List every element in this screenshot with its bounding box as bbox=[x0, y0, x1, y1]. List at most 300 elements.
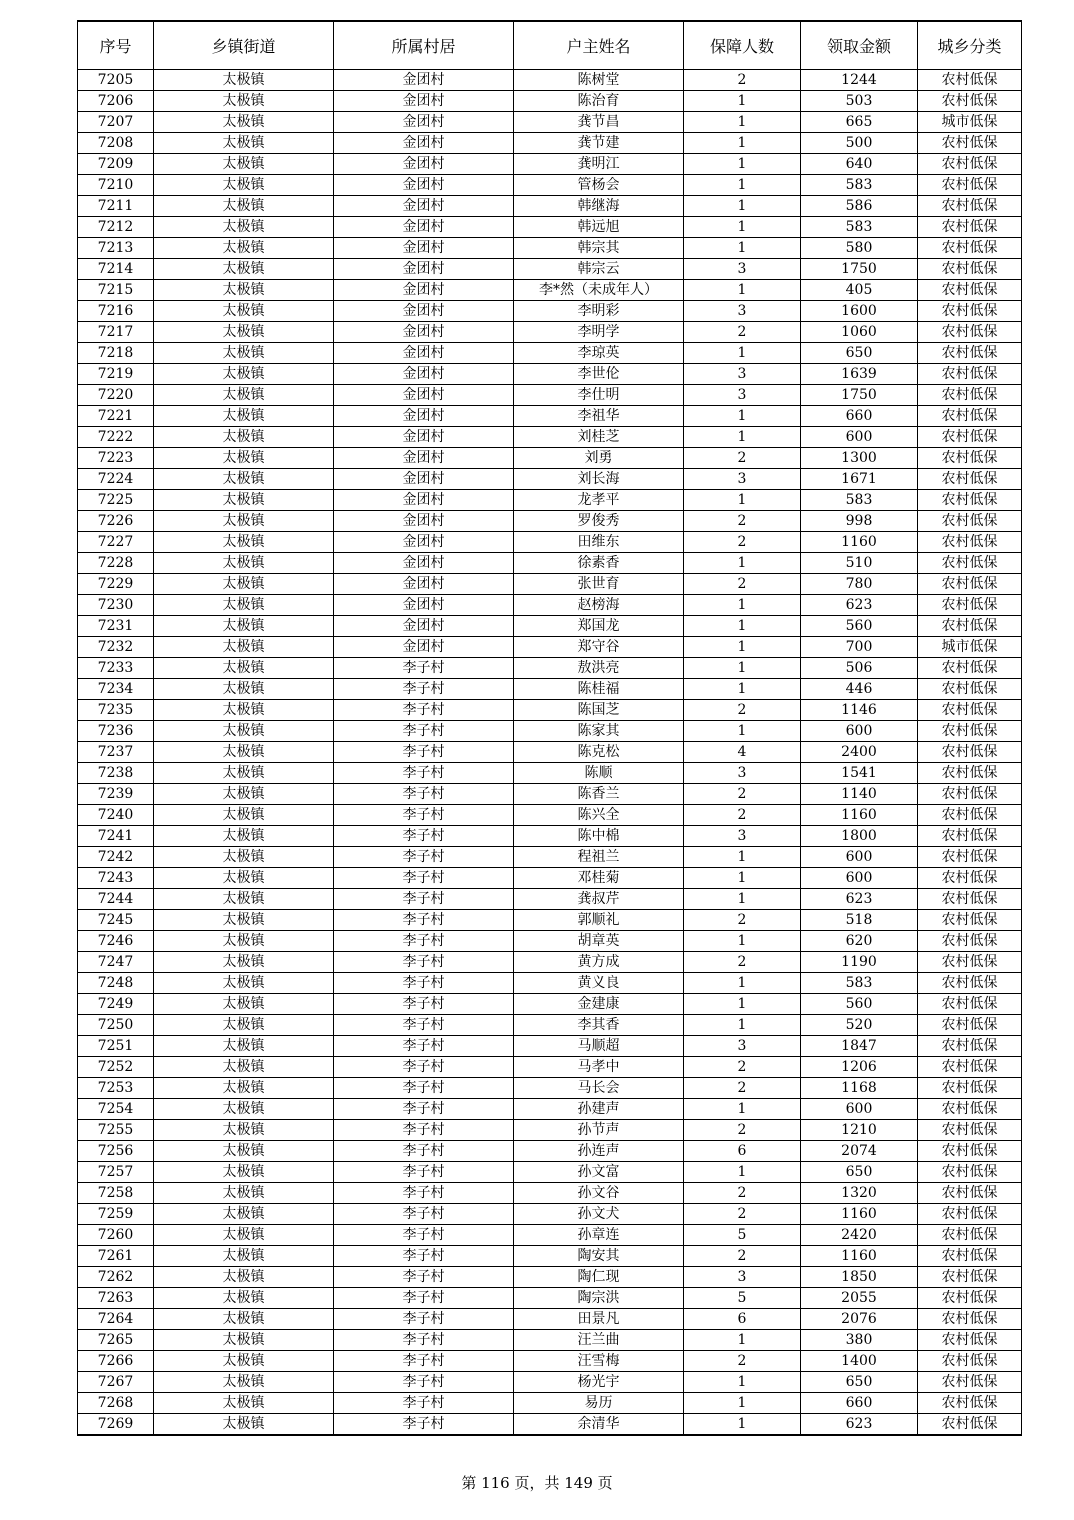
cell-serial: 7264 bbox=[78, 1309, 154, 1330]
cell-category: 农村低保 bbox=[918, 133, 1022, 154]
cell-serial: 7222 bbox=[78, 427, 154, 448]
table-row bbox=[78, 91, 1022, 112]
cell-amount: 446 bbox=[801, 679, 918, 700]
cell-serial: 7259 bbox=[78, 1204, 154, 1225]
table-row bbox=[78, 532, 1022, 553]
cell-amount: 1320 bbox=[801, 1183, 918, 1204]
cell-township: 太极镇 bbox=[154, 154, 334, 175]
table-row bbox=[78, 1414, 1022, 1436]
cell-township: 太极镇 bbox=[154, 1141, 334, 1162]
cell-township: 太极镇 bbox=[154, 280, 334, 301]
cell-village: 李子村 bbox=[334, 1225, 514, 1246]
cell-covered-persons: 2 bbox=[684, 700, 801, 721]
cell-serial: 7237 bbox=[78, 742, 154, 763]
cell-village: 金团村 bbox=[334, 154, 514, 175]
cell-serial: 7261 bbox=[78, 1246, 154, 1267]
cell-township: 太极镇 bbox=[154, 532, 334, 553]
cell-serial: 7206 bbox=[78, 91, 154, 112]
cell-village: 金团村 bbox=[334, 112, 514, 133]
cell-covered-persons: 1 bbox=[684, 1393, 801, 1414]
cell-category: 农村低保 bbox=[918, 343, 1022, 364]
cell-amount: 600 bbox=[801, 721, 918, 742]
cell-serial: 7258 bbox=[78, 1183, 154, 1204]
cell-category: 农村低保 bbox=[918, 742, 1022, 763]
cell-township: 太极镇 bbox=[154, 637, 334, 658]
cell-township: 太极镇 bbox=[154, 805, 334, 826]
cell-serial: 7207 bbox=[78, 112, 154, 133]
cell-category: 农村低保 bbox=[918, 301, 1022, 322]
cell-township: 太极镇 bbox=[154, 469, 334, 490]
table-row bbox=[78, 364, 1022, 385]
cell-township: 太极镇 bbox=[154, 175, 334, 196]
cell-category: 农村低保 bbox=[918, 721, 1022, 742]
cell-township: 太极镇 bbox=[154, 1204, 334, 1225]
cell-serial: 7210 bbox=[78, 175, 154, 196]
cell-village: 金团村 bbox=[334, 469, 514, 490]
cell-category: 农村低保 bbox=[918, 364, 1022, 385]
cell-householder: 韩宗其 bbox=[514, 238, 684, 259]
cell-amount: 1060 bbox=[801, 322, 918, 343]
table-row bbox=[78, 1225, 1022, 1246]
cell-covered-persons: 2 bbox=[684, 1246, 801, 1267]
cell-township: 太极镇 bbox=[154, 196, 334, 217]
cell-village: 李子村 bbox=[334, 805, 514, 826]
cell-village: 李子村 bbox=[334, 1204, 514, 1225]
cell-village: 李子村 bbox=[334, 679, 514, 700]
cell-covered-persons: 3 bbox=[684, 364, 801, 385]
cell-township: 太极镇 bbox=[154, 910, 334, 931]
cell-amount: 1190 bbox=[801, 952, 918, 973]
cell-householder: 胡章英 bbox=[514, 931, 684, 952]
cell-serial: 7209 bbox=[78, 154, 154, 175]
cell-township: 太极镇 bbox=[154, 385, 334, 406]
cell-category: 农村低保 bbox=[918, 532, 1022, 553]
cell-householder: 陈兴全 bbox=[514, 805, 684, 826]
cell-amount: 1160 bbox=[801, 532, 918, 553]
cell-category: 农村低保 bbox=[918, 259, 1022, 280]
cell-village: 李子村 bbox=[334, 973, 514, 994]
cell-category: 农村低保 bbox=[918, 91, 1022, 112]
cell-township: 太极镇 bbox=[154, 1351, 334, 1372]
cell-serial: 7250 bbox=[78, 1015, 154, 1036]
header-village: 所属村居 bbox=[334, 21, 514, 70]
cell-serial: 7265 bbox=[78, 1330, 154, 1351]
cell-amount: 506 bbox=[801, 658, 918, 679]
table-row bbox=[78, 1078, 1022, 1099]
cell-category: 农村低保 bbox=[918, 1309, 1022, 1330]
cell-village: 金团村 bbox=[334, 133, 514, 154]
cell-householder: 金建康 bbox=[514, 994, 684, 1015]
cell-householder: 刘长海 bbox=[514, 469, 684, 490]
cell-village: 李子村 bbox=[334, 868, 514, 889]
cell-village: 金团村 bbox=[334, 406, 514, 427]
cell-category: 农村低保 bbox=[918, 784, 1022, 805]
cell-amount: 586 bbox=[801, 196, 918, 217]
cell-township: 太极镇 bbox=[154, 868, 334, 889]
cell-category: 农村低保 bbox=[918, 70, 1022, 91]
cell-township: 太极镇 bbox=[154, 217, 334, 238]
cell-householder: 汪兰曲 bbox=[514, 1330, 684, 1351]
cell-covered-persons: 1 bbox=[684, 658, 801, 679]
cell-village: 李子村 bbox=[334, 1246, 514, 1267]
cell-householder: 李明彩 bbox=[514, 301, 684, 322]
cell-amount: 380 bbox=[801, 1330, 918, 1351]
table-row bbox=[78, 448, 1022, 469]
cell-village: 李子村 bbox=[334, 1393, 514, 1414]
cell-householder: 陈治育 bbox=[514, 91, 684, 112]
cell-category: 农村低保 bbox=[918, 763, 1022, 784]
cell-township: 太极镇 bbox=[154, 1057, 334, 1078]
cell-village: 金团村 bbox=[334, 280, 514, 301]
cell-township: 太极镇 bbox=[154, 679, 334, 700]
cell-covered-persons: 2 bbox=[684, 574, 801, 595]
cell-covered-persons: 1 bbox=[684, 847, 801, 868]
cell-village: 金团村 bbox=[334, 301, 514, 322]
cell-township: 太极镇 bbox=[154, 301, 334, 322]
cell-township: 太极镇 bbox=[154, 133, 334, 154]
cell-householder: 邓桂菊 bbox=[514, 868, 684, 889]
cell-category: 农村低保 bbox=[918, 511, 1022, 532]
cell-householder: 陈克松 bbox=[514, 742, 684, 763]
cell-amount: 623 bbox=[801, 889, 918, 910]
cell-township: 太极镇 bbox=[154, 112, 334, 133]
cell-township: 太极镇 bbox=[154, 763, 334, 784]
cell-village: 金团村 bbox=[334, 91, 514, 112]
cell-township: 太极镇 bbox=[154, 721, 334, 742]
cell-covered-persons: 1 bbox=[684, 994, 801, 1015]
cell-category: 农村低保 bbox=[918, 1183, 1022, 1204]
cell-covered-persons: 1 bbox=[684, 427, 801, 448]
cell-amount: 583 bbox=[801, 973, 918, 994]
cell-covered-persons: 1 bbox=[684, 1414, 801, 1436]
cell-serial: 7268 bbox=[78, 1393, 154, 1414]
cell-serial: 7234 bbox=[78, 679, 154, 700]
cell-township: 太极镇 bbox=[154, 1078, 334, 1099]
cell-category: 农村低保 bbox=[918, 952, 1022, 973]
cell-covered-persons: 3 bbox=[684, 763, 801, 784]
cell-covered-persons: 2 bbox=[684, 532, 801, 553]
cell-householder: 田景凡 bbox=[514, 1309, 684, 1330]
cell-village: 李子村 bbox=[334, 1372, 514, 1393]
cell-householder: 陈香兰 bbox=[514, 784, 684, 805]
cell-serial: 7245 bbox=[78, 910, 154, 931]
cell-village: 金团村 bbox=[334, 259, 514, 280]
cell-amount: 1850 bbox=[801, 1267, 918, 1288]
cell-village: 李子村 bbox=[334, 1309, 514, 1330]
cell-category: 农村低保 bbox=[918, 931, 1022, 952]
cell-amount: 560 bbox=[801, 994, 918, 1015]
cell-amount: 623 bbox=[801, 595, 918, 616]
cell-amount: 1210 bbox=[801, 1120, 918, 1141]
cell-village: 李子村 bbox=[334, 847, 514, 868]
table-row bbox=[78, 1141, 1022, 1162]
table-row bbox=[78, 280, 1022, 301]
cell-village: 李子村 bbox=[334, 952, 514, 973]
cell-category: 农村低保 bbox=[918, 427, 1022, 448]
cell-category: 农村低保 bbox=[918, 1288, 1022, 1309]
cell-village: 金团村 bbox=[334, 217, 514, 238]
cell-township: 太极镇 bbox=[154, 343, 334, 364]
cell-village: 金团村 bbox=[334, 532, 514, 553]
cell-covered-persons: 3 bbox=[684, 385, 801, 406]
cell-serial: 7220 bbox=[78, 385, 154, 406]
cell-householder: 陈桂福 bbox=[514, 679, 684, 700]
cell-township: 太极镇 bbox=[154, 511, 334, 532]
cell-householder: 陶宗洪 bbox=[514, 1288, 684, 1309]
cell-serial: 7218 bbox=[78, 343, 154, 364]
cell-householder: 李琼英 bbox=[514, 343, 684, 364]
cell-amount: 503 bbox=[801, 91, 918, 112]
cell-householder: 张世育 bbox=[514, 574, 684, 595]
table-row bbox=[78, 952, 1022, 973]
table-row bbox=[78, 1330, 1022, 1351]
cell-amount: 518 bbox=[801, 910, 918, 931]
cell-township: 太极镇 bbox=[154, 1288, 334, 1309]
cell-township: 太极镇 bbox=[154, 1393, 334, 1414]
cell-amount: 2400 bbox=[801, 742, 918, 763]
cell-village: 李子村 bbox=[334, 1414, 514, 1436]
cell-township: 太极镇 bbox=[154, 1036, 334, 1057]
cell-covered-persons: 4 bbox=[684, 742, 801, 763]
cell-householder: 敖洪亮 bbox=[514, 658, 684, 679]
cell-amount: 600 bbox=[801, 427, 918, 448]
cell-householder: 田维东 bbox=[514, 532, 684, 553]
header-row bbox=[78, 21, 1022, 70]
table-row bbox=[78, 763, 1022, 784]
cell-village: 金团村 bbox=[334, 238, 514, 259]
table-row bbox=[78, 112, 1022, 133]
header-serial: 序号 bbox=[78, 21, 154, 70]
cell-serial: 7236 bbox=[78, 721, 154, 742]
cell-covered-persons: 2 bbox=[684, 952, 801, 973]
cell-covered-persons: 3 bbox=[684, 826, 801, 847]
cell-village: 金团村 bbox=[334, 595, 514, 616]
cell-category: 农村低保 bbox=[918, 196, 1022, 217]
cell-village: 金团村 bbox=[334, 364, 514, 385]
cell-amount: 1300 bbox=[801, 448, 918, 469]
cell-township: 太极镇 bbox=[154, 973, 334, 994]
cell-covered-persons: 5 bbox=[684, 1225, 801, 1246]
cell-category: 农村低保 bbox=[918, 1036, 1022, 1057]
table-row bbox=[78, 805, 1022, 826]
cell-serial: 7233 bbox=[78, 658, 154, 679]
cell-category: 农村低保 bbox=[918, 385, 1022, 406]
cell-village: 李子村 bbox=[334, 1036, 514, 1057]
table-header bbox=[78, 21, 1022, 70]
cell-householder: 孙文富 bbox=[514, 1162, 684, 1183]
cell-category: 农村低保 bbox=[918, 700, 1022, 721]
cell-category: 农村低保 bbox=[918, 1225, 1022, 1246]
cell-householder: 孙文谷 bbox=[514, 1183, 684, 1204]
cell-village: 李子村 bbox=[334, 1141, 514, 1162]
table-row bbox=[78, 133, 1022, 154]
cell-township: 太极镇 bbox=[154, 91, 334, 112]
cell-village: 金团村 bbox=[334, 637, 514, 658]
header-amount: 领取金额 bbox=[801, 21, 918, 70]
cell-township: 太极镇 bbox=[154, 322, 334, 343]
cell-village: 金团村 bbox=[334, 448, 514, 469]
table-row bbox=[78, 910, 1022, 931]
cell-covered-persons: 2 bbox=[684, 1351, 801, 1372]
cell-village: 李子村 bbox=[334, 1057, 514, 1078]
cell-serial: 7254 bbox=[78, 1099, 154, 1120]
cell-covered-persons: 3 bbox=[684, 259, 801, 280]
cell-village: 李子村 bbox=[334, 1162, 514, 1183]
cell-village: 金团村 bbox=[334, 511, 514, 532]
cell-village: 李子村 bbox=[334, 910, 514, 931]
table-row bbox=[78, 217, 1022, 238]
cell-serial: 7240 bbox=[78, 805, 154, 826]
cell-amount: 600 bbox=[801, 1099, 918, 1120]
cell-township: 太极镇 bbox=[154, 784, 334, 805]
cell-householder: 韩宗云 bbox=[514, 259, 684, 280]
cell-amount: 1400 bbox=[801, 1351, 918, 1372]
cell-township: 太极镇 bbox=[154, 1120, 334, 1141]
cell-householder: 黄义良 bbox=[514, 973, 684, 994]
cell-covered-persons: 2 bbox=[684, 910, 801, 931]
cell-covered-persons: 2 bbox=[684, 448, 801, 469]
cell-category: 农村低保 bbox=[918, 490, 1022, 511]
cell-village: 金团村 bbox=[334, 553, 514, 574]
cell-amount: 583 bbox=[801, 490, 918, 511]
table-row bbox=[78, 1351, 1022, 1372]
cell-category: 农村低保 bbox=[918, 826, 1022, 847]
cell-village: 金团村 bbox=[334, 343, 514, 364]
cell-amount: 1639 bbox=[801, 364, 918, 385]
cell-covered-persons: 2 bbox=[684, 1120, 801, 1141]
cell-covered-persons: 2 bbox=[684, 1057, 801, 1078]
cell-covered-persons: 1 bbox=[684, 931, 801, 952]
cell-covered-persons: 1 bbox=[684, 154, 801, 175]
cell-township: 太极镇 bbox=[154, 847, 334, 868]
cell-covered-persons: 5 bbox=[684, 1288, 801, 1309]
cell-serial: 7244 bbox=[78, 889, 154, 910]
cell-amount: 620 bbox=[801, 931, 918, 952]
cell-covered-persons: 1 bbox=[684, 1099, 801, 1120]
cell-covered-persons: 1 bbox=[684, 868, 801, 889]
cell-village: 金团村 bbox=[334, 427, 514, 448]
cell-village: 李子村 bbox=[334, 1288, 514, 1309]
cell-category: 农村低保 bbox=[918, 847, 1022, 868]
cell-category: 农村低保 bbox=[918, 217, 1022, 238]
cell-township: 太极镇 bbox=[154, 70, 334, 91]
cell-category: 城市低保 bbox=[918, 637, 1022, 658]
cell-covered-persons: 1 bbox=[684, 133, 801, 154]
cell-amount: 520 bbox=[801, 1015, 918, 1036]
cell-township: 太极镇 bbox=[154, 1099, 334, 1120]
cell-householder: 罗俊秀 bbox=[514, 511, 684, 532]
cell-serial: 7266 bbox=[78, 1351, 154, 1372]
table-row bbox=[78, 427, 1022, 448]
table-row bbox=[78, 721, 1022, 742]
cell-covered-persons: 2 bbox=[684, 1078, 801, 1099]
cell-householder: 龚节建 bbox=[514, 133, 684, 154]
cell-householder: 陈家其 bbox=[514, 721, 684, 742]
table-row bbox=[78, 511, 1022, 532]
cell-householder: 刘勇 bbox=[514, 448, 684, 469]
table-row bbox=[78, 1309, 1022, 1330]
cell-amount: 623 bbox=[801, 1414, 918, 1436]
cell-serial: 7213 bbox=[78, 238, 154, 259]
cell-serial: 7226 bbox=[78, 511, 154, 532]
cell-category: 农村低保 bbox=[918, 1330, 1022, 1351]
cell-serial: 7242 bbox=[78, 847, 154, 868]
cell-village: 李子村 bbox=[334, 1099, 514, 1120]
cell-covered-persons: 1 bbox=[684, 721, 801, 742]
cell-covered-persons: 2 bbox=[684, 1183, 801, 1204]
cell-amount: 1146 bbox=[801, 700, 918, 721]
cell-householder: 龚叔芹 bbox=[514, 889, 684, 910]
cell-amount: 600 bbox=[801, 847, 918, 868]
cell-covered-persons: 2 bbox=[684, 1204, 801, 1225]
cell-covered-persons: 6 bbox=[684, 1309, 801, 1330]
table-row bbox=[78, 700, 1022, 721]
cell-village: 李子村 bbox=[334, 742, 514, 763]
table-row bbox=[78, 343, 1022, 364]
cell-householder: 刘桂芝 bbox=[514, 427, 684, 448]
cell-township: 太极镇 bbox=[154, 1183, 334, 1204]
cell-serial: 7257 bbox=[78, 1162, 154, 1183]
cell-township: 太极镇 bbox=[154, 490, 334, 511]
table-row bbox=[78, 889, 1022, 910]
cell-serial: 7217 bbox=[78, 322, 154, 343]
cell-category: 农村低保 bbox=[918, 1120, 1022, 1141]
cell-covered-persons: 1 bbox=[684, 595, 801, 616]
cell-householder: 程祖兰 bbox=[514, 847, 684, 868]
cell-amount: 580 bbox=[801, 238, 918, 259]
cell-village: 金团村 bbox=[334, 175, 514, 196]
cell-township: 太极镇 bbox=[154, 1162, 334, 1183]
table-row bbox=[78, 679, 1022, 700]
cell-amount: 1671 bbox=[801, 469, 918, 490]
cell-amount: 583 bbox=[801, 217, 918, 238]
cell-serial: 7205 bbox=[78, 70, 154, 91]
table-row bbox=[78, 658, 1022, 679]
cell-amount: 1160 bbox=[801, 805, 918, 826]
header-covered-persons: 保障人数 bbox=[684, 21, 801, 70]
cell-village: 李子村 bbox=[334, 763, 514, 784]
cell-householder: 郑国龙 bbox=[514, 616, 684, 637]
cell-category: 农村低保 bbox=[918, 994, 1022, 1015]
table-row bbox=[78, 196, 1022, 217]
cell-amount: 600 bbox=[801, 868, 918, 889]
table-row bbox=[78, 847, 1022, 868]
cell-serial: 7253 bbox=[78, 1078, 154, 1099]
cell-serial: 7247 bbox=[78, 952, 154, 973]
cell-township: 太极镇 bbox=[154, 1246, 334, 1267]
cell-category: 农村低保 bbox=[918, 238, 1022, 259]
cell-village: 李子村 bbox=[334, 1120, 514, 1141]
cell-amount: 1168 bbox=[801, 1078, 918, 1099]
cell-serial: 7219 bbox=[78, 364, 154, 385]
cell-covered-persons: 1 bbox=[684, 553, 801, 574]
cell-village: 李子村 bbox=[334, 931, 514, 952]
cell-category: 农村低保 bbox=[918, 658, 1022, 679]
cell-householder: 孙文犬 bbox=[514, 1204, 684, 1225]
cell-householder: 管杨会 bbox=[514, 175, 684, 196]
cell-covered-persons: 1 bbox=[684, 616, 801, 637]
cell-covered-persons: 1 bbox=[684, 112, 801, 133]
table-row bbox=[78, 1015, 1022, 1036]
cell-township: 太极镇 bbox=[154, 364, 334, 385]
cell-covered-persons: 1 bbox=[684, 196, 801, 217]
cell-township: 太极镇 bbox=[154, 238, 334, 259]
table-row bbox=[78, 1393, 1022, 1414]
cell-amount: 1160 bbox=[801, 1246, 918, 1267]
cell-covered-persons: 1 bbox=[684, 91, 801, 112]
cell-category: 城市低保 bbox=[918, 112, 1022, 133]
cell-serial: 7216 bbox=[78, 301, 154, 322]
